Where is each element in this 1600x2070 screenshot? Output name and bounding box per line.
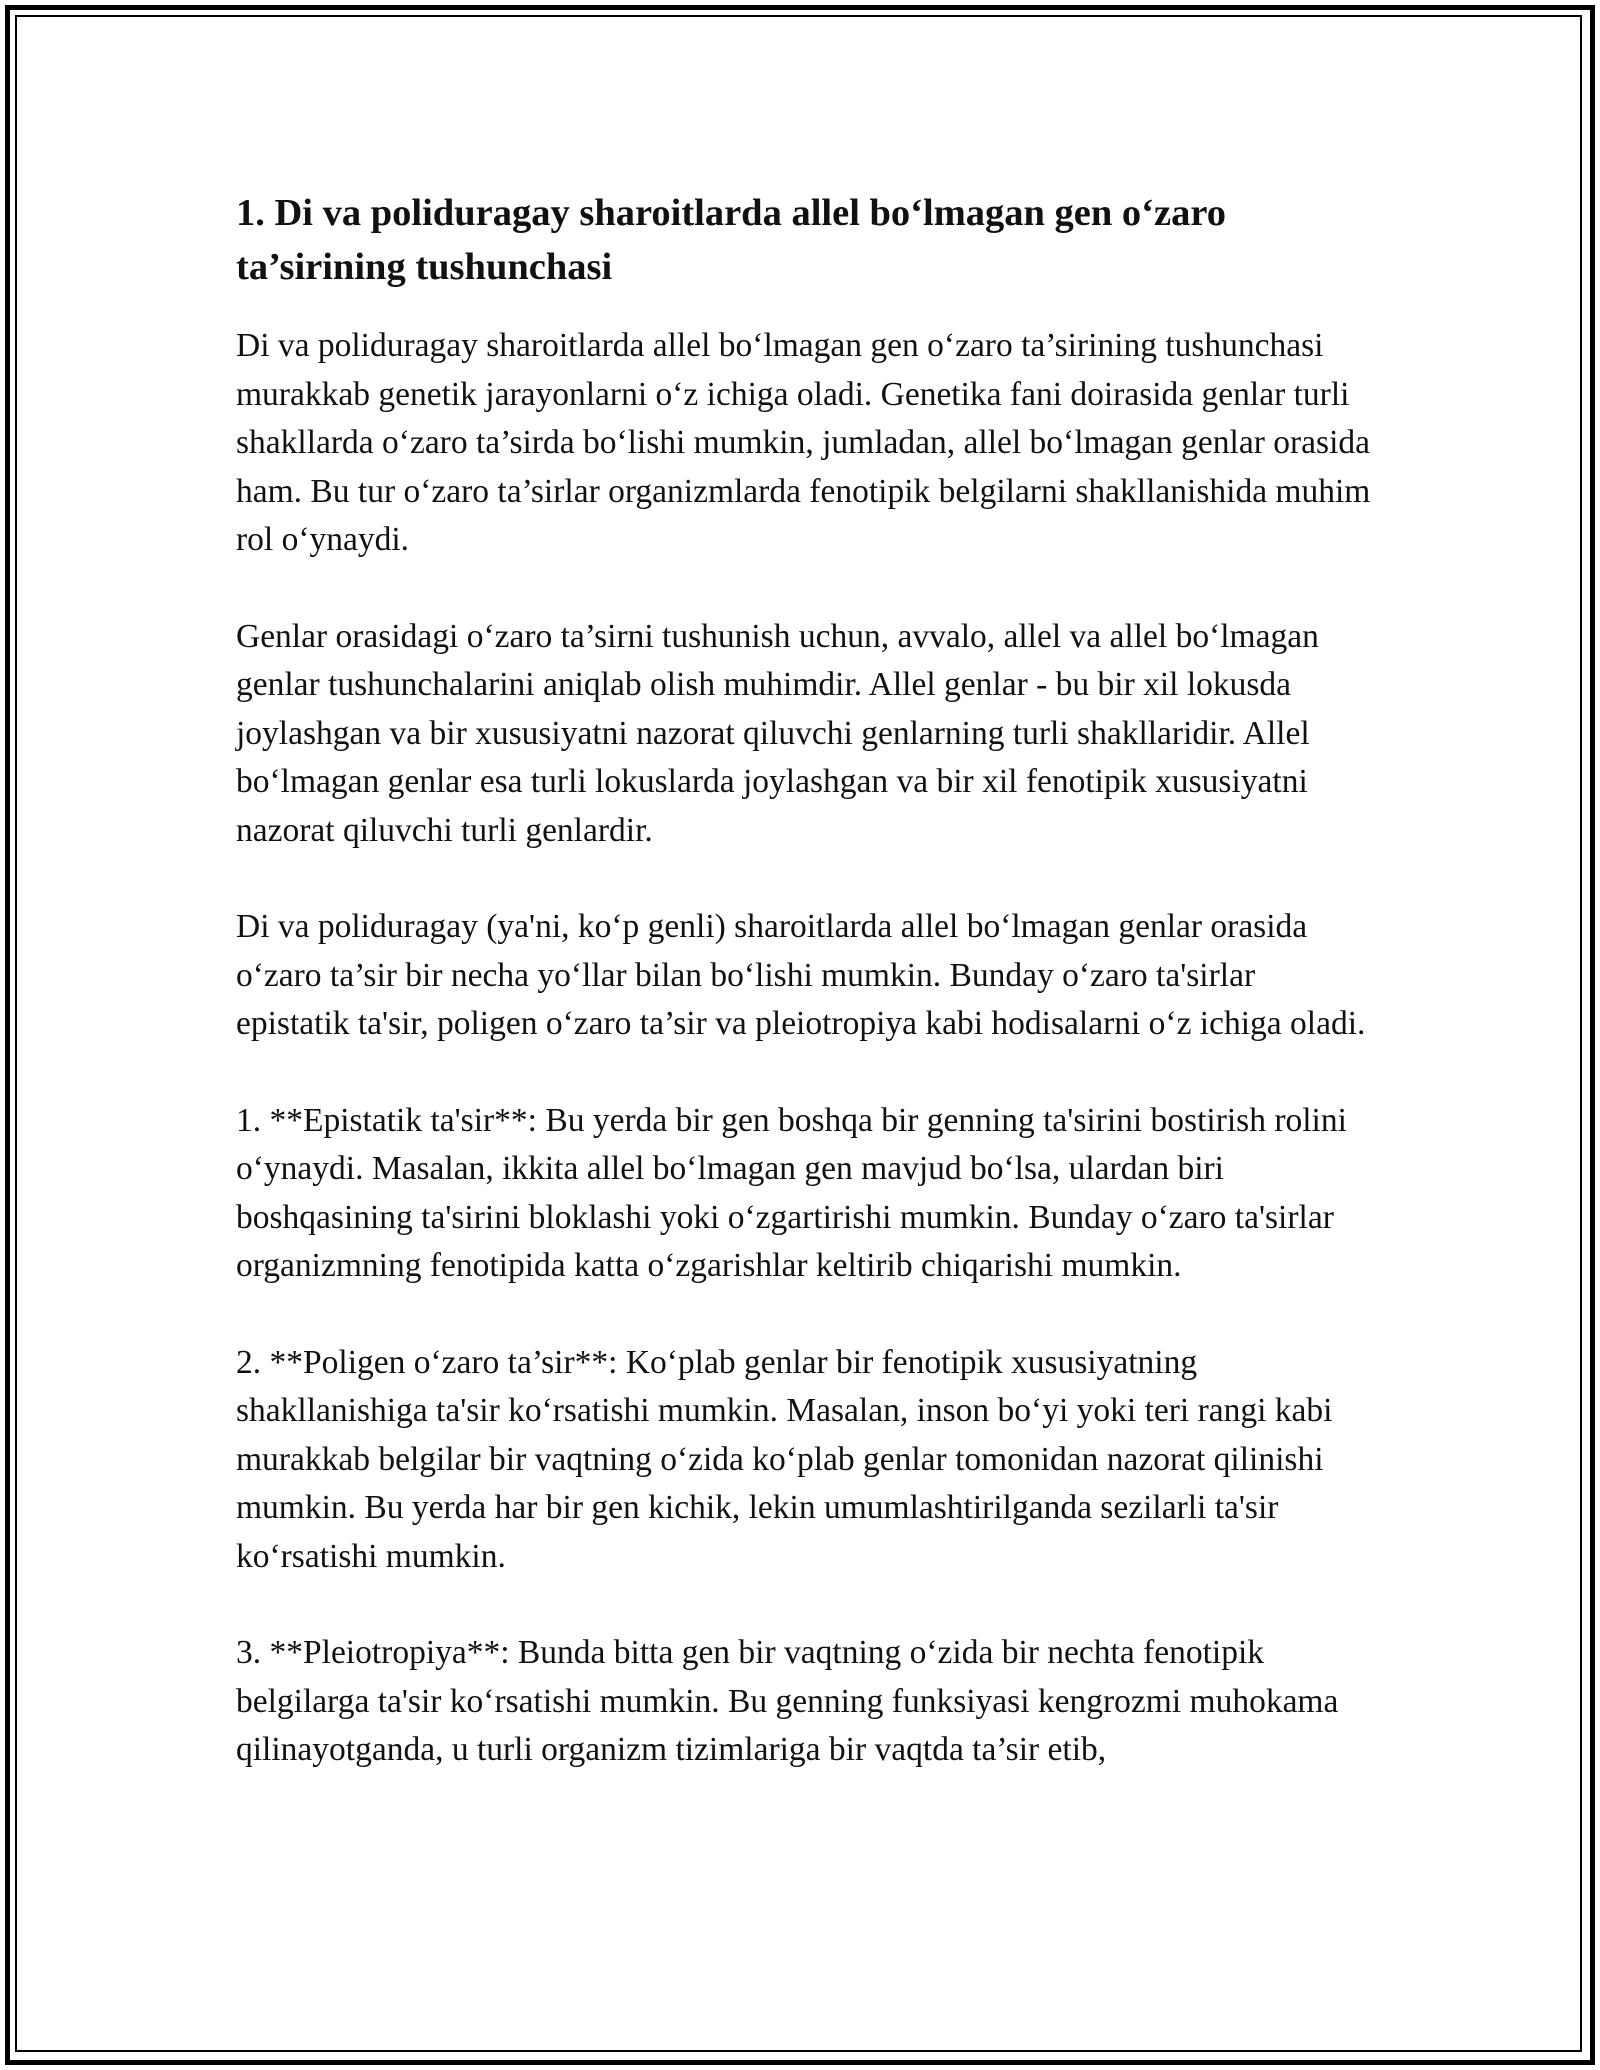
section-heading: 1. Di va poliduragay sharoitlarda allel bo‘lmagan gen o‘zaro ta’sirining tushunchasi — [236, 192, 1226, 288]
paragraph-interaction-types: Di va poliduragay (ya'ni, ko‘p genli) sharoitlarda allel bo‘lmagan genlar orasida o‘zaro ta’sir bir necha yo‘llar bilan bo‘lishi mumkin. Bunday o‘zaro ta'sirlar epistatik ta'sir, poligen o‘zaro ta’sir va pleiotropiya kabi hodisalarni o‘z ichiga oladi. — [236, 908, 1366, 1042]
paragraph-intro: Di va poliduragay sharoitlarda allel bo‘lmagan gen o‘zaro ta’sirining tushunchasi murakkab genetik jarayonlarni o‘z ichiga oladi. Genetika fani doirasida genlar turli shakllarda o‘zaro ta’sirda bo‘lishi mumkin, jumladan, allel bo‘lmagan genlar orasida ham. Bu tur o‘zaro ta’sirlar organizmlarda fenotipik belgilarni shakllanishida muhim rol o‘ynaydi. — [236, 327, 1371, 558]
document-body — [236, 186, 1376, 1775]
list-item-polygenic: 2. **Poligen o‘zaro ta’sir**: Ko‘plab genlar bir fenotipik xususiyatning shakllanishiga ta'sir ko‘rsatishi mumkin. Masalan, inson bo‘yi yoki teri rangi kabi murakkab belgilar bir vaqtning o‘zida ko‘plab genlar tomonidan nazorat qilinishi mumkin. Bu yerda har bir gen kichik, lekin umumlashtirilganda sezilarli ta'sir ko‘rsatishi mumkin. — [236, 1343, 1333, 1575]
list-item-epistasis: 1. **Epistatik ta'sir**: Bu yerda bir gen boshqa bir genning ta'sirini bostirish rolini o‘ynaydi. Masalan, ikkita allel bo‘lmagan gen mavjud bo‘lsa, ulardan biri boshqasining ta'sirini bloklashi yoki o‘zgartirishi mumkin. Bunday o‘zaro ta'sirlar organizmning fenotipida katta o‘zgarishlar keltirib chiqarishi mumkin. — [236, 1101, 1347, 1284]
list-item-pleiotropy: 3. **Pleiotropiya**: Bunda bitta gen bir vaqtning o‘zida bir nechta fenotipik belgilarga ta'sir ko‘rsatishi mumkin. Bu genning funksiyasi kengrozmi muhokama qilinayotganda, u turli organizm tizimlariga bir vaqtda ta’sir etib, — [236, 1634, 1339, 1768]
paragraph-allele-definitions: Genlar orasidagi o‘zaro ta’sirni tushunish uchun, avvalo, allel va allel bo‘lmagan genlar tushunchalarini aniqlab olish muhimdir. Allel genlar - bu bir xil lokusda joylashgan va bir xususiyatni nazorat qiluvchi genlarning turli shakllaridir. Allel bo‘lmagan genlar esa turli lokuslarda joylashgan va bir xil fenotipik xususiyatni nazorat qiluvchi turli genlardir. — [236, 617, 1319, 849]
